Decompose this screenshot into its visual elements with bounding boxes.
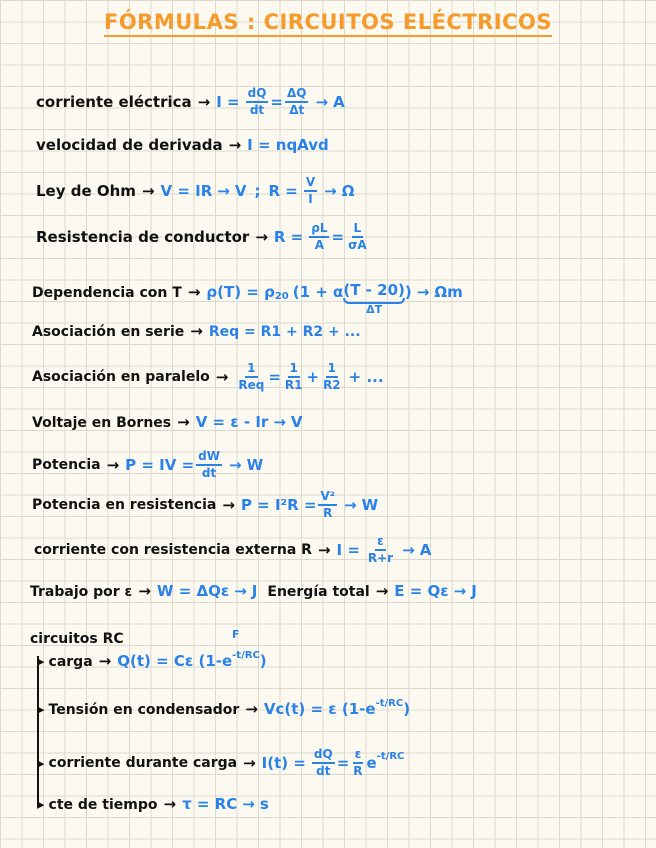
formula-row-externa [34, 535, 431, 565]
section-heading-rc: circuitos RC [30, 631, 124, 647]
formula-row-tiempo [37, 797, 269, 812]
formula-row-serie [32, 324, 361, 339]
row-label: Tensión en condensador [48, 701, 240, 718]
row-label-2: Energía total [267, 583, 370, 600]
arrow-icon: → [138, 582, 151, 600]
formula-row-carga [37, 649, 267, 670]
row-label: Asociación en serie [32, 323, 185, 340]
arrow-icon: → [255, 227, 268, 246]
row-label: Potencia [32, 457, 101, 474]
arrow-icon: → [141, 181, 155, 200]
formula: I(t) = $\frac{dQ}{dt}$ = $\frac{\varepsilon}{R}$ e -t/RC [261, 747, 405, 778]
row-label: Asociación en paralelo [32, 369, 210, 386]
row-label: corriente eléctrica [36, 92, 192, 111]
formula-2: E = Qε → J [394, 582, 477, 600]
arrow-icon: → [228, 136, 242, 154]
formula-row-ohm [36, 176, 354, 206]
formula: P = IV = $\frac{dW}{dt}$ → W [125, 449, 264, 480]
arrow-icon: → [177, 413, 190, 431]
formula: I = $\frac{\varepsilon}{R+r}$ → A [336, 534, 432, 565]
formula-row-potres [32, 490, 378, 520]
row-label: Resistencia de conductor [36, 227, 250, 246]
arrow-icon: → [317, 540, 331, 559]
branch-arrow-icon: ▸ [37, 700, 45, 718]
arrow-icon: → [98, 652, 112, 670]
row-label: Potencia en resistencia [32, 497, 217, 514]
formula: R = $\frac{\rho L}{A}$ = $\frac{L}{\sigma A}$ [273, 221, 367, 252]
arrow-icon: → [375, 582, 389, 600]
arrow-icon: → [222, 495, 235, 514]
row-label: Voltaje en Bornes [32, 414, 172, 431]
row-label: corriente durante carga [48, 755, 238, 772]
formula-row-corriente [36, 87, 345, 117]
formula-row-trabajo [30, 584, 477, 599]
arrow-icon: → [315, 92, 329, 111]
formula-row-dependencia [32, 276, 463, 316]
arrow-icon: → [197, 92, 211, 111]
branch-arrow-icon: ▸ [37, 652, 45, 670]
formula-row-durante [37, 748, 404, 778]
row-label: Ley de Ohm [36, 181, 136, 200]
formula: I = nqAvd [247, 136, 329, 154]
formula-row-paralelo [32, 362, 384, 392]
row-label: corriente con resistencia externa R [34, 542, 312, 559]
row-label: cte de tiempo [48, 796, 158, 813]
formula: Q(t) = Cε (1-e -t/RC ) [117, 649, 267, 670]
formula-row-velocidad [36, 138, 329, 153]
arrow-icon: → [163, 795, 177, 813]
formula: P = I²R = $\frac{\text{V²}}{R}$ → W [240, 489, 379, 520]
formula: I = $\frac{dQ}{dt}$ = $\frac{\Delta Q}{\Delta t}$ → A [216, 86, 345, 117]
arrow-icon: → [190, 322, 203, 340]
formula: τ = RC → s [182, 795, 269, 813]
formula: Vc(t) = ε (1-e -t/RC ) [263, 697, 411, 718]
formula: $\frac{1}{\text{Req}}$ = $\frac{1}{R1}$ + $\frac{1}{R2}$ + ... [238, 361, 384, 392]
page-title: FÓRMULAS : CIRCUITOS ELÉCTRICOS [0, 10, 656, 34]
formula: V = ε - Ir → V [195, 413, 303, 431]
arrow-icon: → [215, 367, 229, 386]
row-label: Trabajo por ε [30, 583, 133, 600]
formula-row-tension [37, 697, 411, 718]
branch-arrow-icon: ▸ [37, 795, 45, 813]
row-label: carga [48, 653, 93, 670]
formula-row-bornes [32, 415, 303, 430]
formula: W = ΔQε → J [156, 582, 258, 600]
farad-annotation: F [232, 628, 240, 641]
formula-row-resistencia [36, 222, 371, 252]
arrow-icon: → [106, 455, 120, 474]
formula: Req = R1 + R2 + ... [208, 323, 361, 340]
row-label: Dependencia con T [32, 284, 182, 301]
formula-row-potencia [32, 450, 263, 480]
branch-arrow-icon: ▸ [37, 753, 45, 772]
arrow-icon: → [245, 700, 258, 718]
arrow-icon: → [187, 283, 201, 302]
arrow-icon: → [243, 753, 256, 772]
formula: V = IR → V ; R = $\frac{V}{I}$ → Ω [160, 175, 355, 206]
tree-connector [37, 656, 39, 806]
row-label: velocidad de derivada [36, 136, 223, 154]
formula: ρ(T) = ρ 20 (1 + α (T - 20) ΔT ) → Ωm [206, 281, 463, 316]
